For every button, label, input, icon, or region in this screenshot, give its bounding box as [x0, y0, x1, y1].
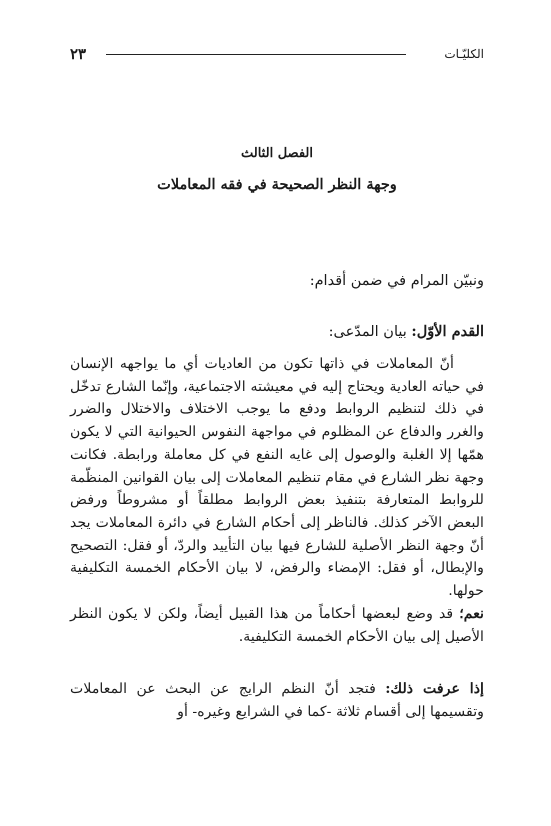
section-heading [70, 321, 484, 344]
paragraph-3-text: فتجد أنّ النظم الرايج عن البحث عن المعاملات وتقسيمها إلى أقسام ثلاثة -كما في الشرايع وغيره- أو [70, 681, 484, 720]
chapter-title: وجهة النظر الصحيحة في فقه المعاملات [157, 176, 397, 193]
paragraph-1: أنّ المعاملات في ذاتها تكون من العاديات أي ما يواجهه الإنسان في حياته العادية ويحتاج إليه في معيشته الاجتماعية، وإنّما الشارع تدخّل في ذلك لتنظيم الروابط ودفع ما يوجب الاختلاف والاختلال والضرر والغرر والدفاع عن المظلوم في مواجهة النفوس الحيوانية التي لا يكون همّها إلا الغلبة والوصول إلى غايه النفع في كل معاملة ورابطة. فكانت وجهة نظر الشارع في مقام تنظيم المعاملات إلى بيان القوانين المنظّمة للروابط المتعارفة بتنفيذ بعض الروابط مطلقاً أو مشروطاً ورفض البعض الآخر كذلك. فالناظر إلى أحكام الشارع في دائرة المعاملات يجد أنّ وجهة النظر الأصلية للشارع فيها بيان التأييد والردّ، أو فقل: التصحيح والإبطال، أو فقل: الإمضاء والرفض، لا بيان الأحكام الخمسة التكليفية حولها. [70, 356, 484, 600]
running-header [70, 43, 484, 65]
paragraph-3 [70, 678, 484, 723]
intro-line: ونبيّن المرام في ضمن أقدام: [309, 273, 484, 289]
section-heading-text: بيان المدّعى: [328, 324, 412, 340]
paragraph-2-lead: نعم؛ [459, 606, 484, 622]
paragraph-3-lead: إذا عرفت ذلك: [385, 681, 484, 697]
paragraph-2 [70, 603, 484, 648]
paragraph-2-text: قد وضع لبعضها أحكاماً من هذا القبيل أيضاً، ولكن لا يكون النظر الأصيل إلى بيان الأحكام الخمسة التكليفية. [70, 606, 484, 645]
chapter-label: الفصل الثالث [241, 146, 313, 161]
page-number: ٢٣ [70, 45, 87, 63]
section-heading-label: القدم الأوّل: [411, 323, 484, 340]
header-rule [106, 54, 406, 55]
running-header-title: الكليّـات [438, 43, 484, 65]
